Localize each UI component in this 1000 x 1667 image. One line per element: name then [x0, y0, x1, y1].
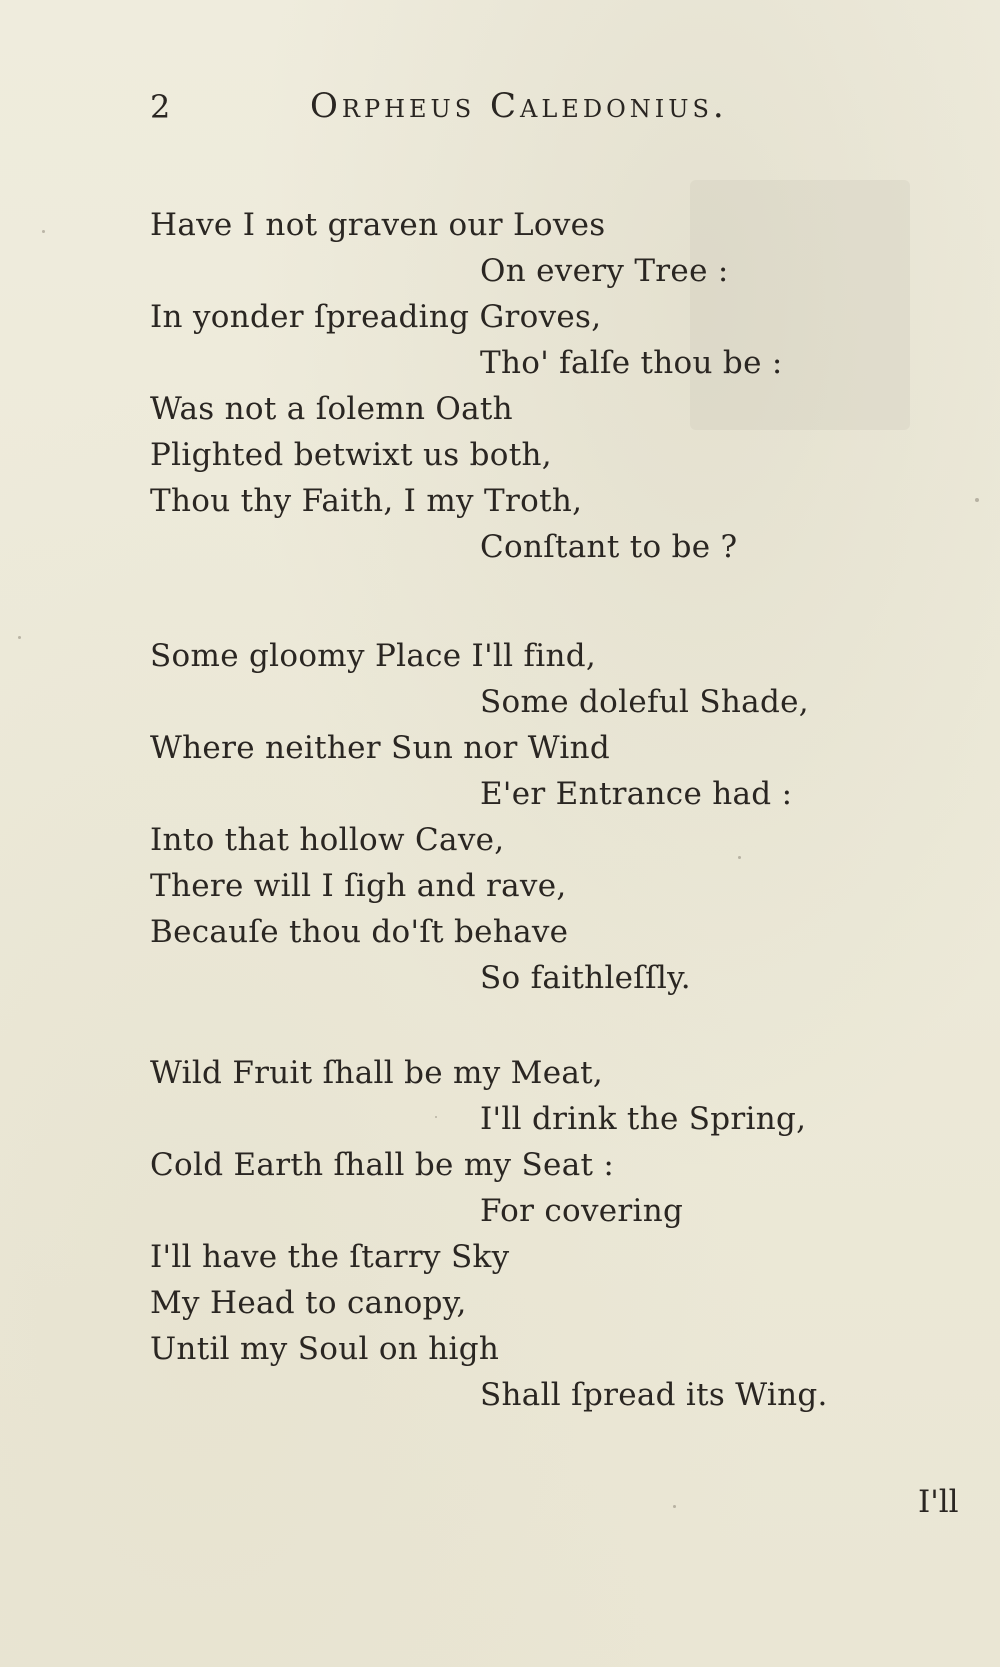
stanza-3: [150, 1050, 850, 1418]
paper-speck: [18, 636, 21, 639]
verse-line-indented: E'er Entrance had :: [480, 776, 793, 812]
paper-speck: [673, 1505, 676, 1508]
verse-line: Cold Earth ſhall be my Seat :: [150, 1147, 615, 1183]
paper-speck: [42, 230, 45, 233]
verse-line-indented: For covering: [480, 1193, 684, 1229]
verse-line: Wild Fruit ſhall be my Meat,: [150, 1055, 604, 1091]
verse-line: In yonder ſpreading Groves,: [150, 299, 602, 335]
stanza-2: [150, 633, 850, 1001]
verse-line: My Head to canopy,: [150, 1285, 467, 1321]
stanza-1: [150, 202, 850, 570]
verse-line: Have I not graven our Loves: [150, 207, 606, 243]
verse-line: Thou thy Faith, I my Troth,: [150, 483, 583, 519]
paper-speck: [738, 856, 741, 859]
book-title: Orpheus Caledonius.: [310, 86, 728, 126]
verse-line-indented: Tho' falſe thou be :: [480, 345, 783, 381]
catchword: I'll: [918, 1484, 959, 1520]
verse-line-indented: I'll drink the Spring,: [480, 1101, 807, 1137]
verse-line: Until my Soul on high: [150, 1331, 500, 1367]
verse-line-indented: So faithleſſly.: [480, 960, 691, 996]
paper-speck: [975, 498, 979, 502]
page-number: 2: [150, 88, 172, 126]
verse-line: Where neither Sun nor Wind: [150, 730, 611, 766]
verse-line: Plighted betwixt us both,: [150, 437, 552, 473]
paper-speck: [435, 1116, 437, 1118]
verse-line-indented: On every Tree :: [480, 253, 729, 289]
verse-line: Some gloomy Place I'll find,: [150, 638, 597, 674]
verse-line-indented: Conſtant to be ?: [480, 529, 738, 565]
verse-line-indented: Shall ſpread its Wing.: [480, 1377, 828, 1413]
verse-line-indented: Some doleful Shade,: [480, 684, 809, 720]
verse-line: Becauſe thou do'ſt behave: [150, 914, 569, 950]
verse-line: Was not a ſolemn Oath: [150, 391, 513, 427]
running-head: [0, 84, 1000, 134]
verse-line: Into that hollow Cave,: [150, 822, 505, 858]
verse-line: There will I ſigh and rave,: [150, 868, 567, 904]
verse-line: I'll have the ſtarry Sky: [150, 1239, 510, 1275]
